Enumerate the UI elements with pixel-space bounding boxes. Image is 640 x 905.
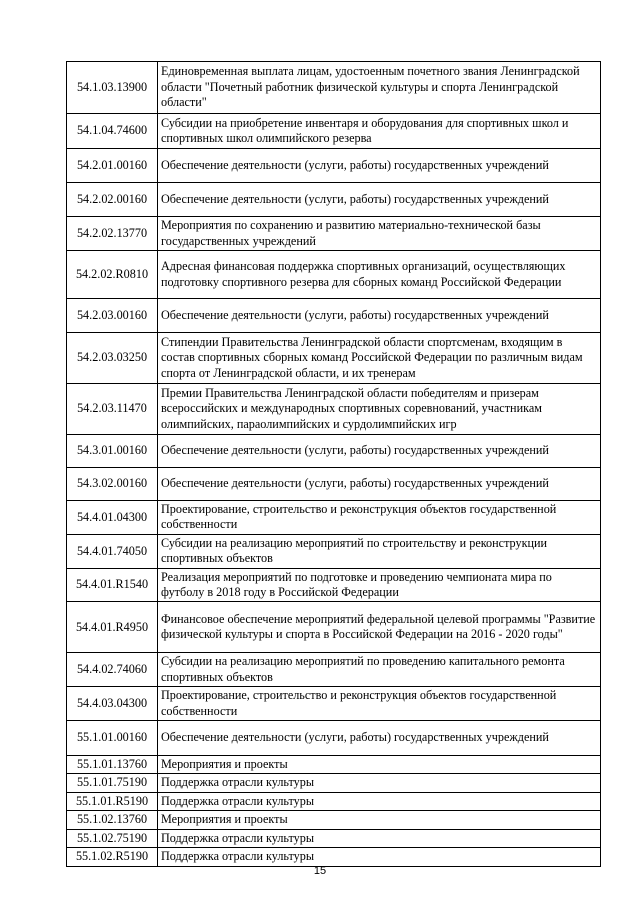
row-description: Субсидии на реализацию мероприятий по строительству и реконструкции спортивных объектов: [158, 534, 601, 568]
row-code: 54.4.02.74060: [67, 653, 158, 687]
row-code: 54.2.03.00160: [67, 299, 158, 333]
row-code: 55.1.01.00160: [67, 721, 158, 756]
row-description: Поддержка отрасли культуры: [158, 792, 601, 810]
row-code: 54.2.02.00160: [67, 183, 158, 217]
row-description: Обеспечение деятельности (услуги, работы) государственных учреждений: [158, 183, 601, 217]
row-code: 54.2.03.03250: [67, 333, 158, 384]
table-row: [67, 721, 601, 756]
table-row: [67, 435, 601, 468]
row-description: Премии Правительства Ленинградской области победителям и призерам всероссийских и международных спортивных соревнований, участникам олимпийских, параолимпийских и сурдолимпийских игр: [158, 384, 601, 435]
table-row: [67, 602, 601, 653]
row-code: 54.2.03.11470: [67, 384, 158, 435]
row-description: Проектирование, строительство и реконструкция объектов государственной собственности: [158, 501, 601, 535]
row-description: Обеспечение деятельности (услуги, работы) государственных учреждений: [158, 435, 601, 468]
row-code: 55.1.02.R5190: [67, 848, 158, 866]
row-description: Субсидии на реализацию мероприятий по проведению капитального ремонта спортивных объектов: [158, 653, 601, 687]
table-row: [67, 687, 601, 721]
row-description: Обеспечение деятельности (услуги, работы) государственных учреждений: [158, 468, 601, 501]
table-row: [67, 62, 601, 114]
row-description: Поддержка отрасли культуры: [158, 848, 601, 866]
row-code: 54.4.01.74050: [67, 534, 158, 568]
row-code: 54.3.02.00160: [67, 468, 158, 501]
row-description: Финансовое обеспечение мероприятий федеральной целевой программы "Развитие физической культуры и спорта в Российской Федерации на 2016 - 2020 годы": [158, 602, 601, 653]
row-description: Адресная финансовая поддержка спортивных организаций, осуществляющих подготовку спортивного резерва для сборных команд Российской Федерации: [158, 251, 601, 299]
row-description: Мероприятия и проекты: [158, 756, 601, 774]
row-code: 54.4.01.04300: [67, 501, 158, 535]
table-row: [67, 653, 601, 687]
row-description: Мероприятия и проекты: [158, 811, 601, 829]
page-number: 15: [313, 865, 327, 877]
row-description: Проектирование, строительство и реконструкция объектов государственной собственности: [158, 687, 601, 721]
row-description: Поддержка отрасли культуры: [158, 774, 601, 792]
table-row: [67, 534, 601, 568]
table-row: [67, 183, 601, 217]
row-code: 55.1.01.R5190: [67, 792, 158, 810]
table-row: [67, 149, 601, 183]
table-row: [67, 114, 601, 149]
table-row: [67, 501, 601, 535]
row-code: 54.2.02.13770: [67, 217, 158, 251]
table-row: [67, 251, 601, 299]
row-code: 55.1.01.75190: [67, 774, 158, 792]
row-description: Обеспечение деятельности (услуги, работы) государственных учреждений: [158, 299, 601, 333]
table-row: [67, 568, 601, 602]
table-row: [67, 774, 601, 792]
budget-classification-table: [66, 61, 601, 867]
row-description: Реализация мероприятий по подготовке и проведению чемпионата мира по футболу в 2018 году в Российской Федерации: [158, 568, 601, 602]
row-code: 54.4.01.R1540: [67, 568, 158, 602]
row-description: Поддержка отрасли культуры: [158, 829, 601, 847]
table-row: [67, 333, 601, 384]
row-code: 54.1.03.13900: [67, 62, 158, 114]
table-row: [67, 792, 601, 810]
table-row: [67, 217, 601, 251]
table-row: [67, 468, 601, 501]
row-description: Стипендии Правительства Ленинградской области спортсменам, входящим в состав спортивных сборных команд Российской Федерации по различным видам спорта от Ленинградской области, и их тренерам: [158, 333, 601, 384]
table-row: [67, 756, 601, 774]
row-description: Обеспечение деятельности (услуги, работы) государственных учреждений: [158, 721, 601, 756]
row-description: Мероприятия по сохранению и развитию материально-технической базы государственных учреждений: [158, 217, 601, 251]
table-row: [67, 384, 601, 435]
row-code: 54.4.01.R4950: [67, 602, 158, 653]
row-code: 54.1.04.74600: [67, 114, 158, 149]
row-code: 54.2.02.R0810: [67, 251, 158, 299]
row-code: 54.2.01.00160: [67, 149, 158, 183]
row-code: 55.1.02.75190: [67, 829, 158, 847]
row-code: 55.1.02.13760: [67, 811, 158, 829]
row-code: 54.4.03.04300: [67, 687, 158, 721]
row-description: Единовременная выплата лицам, удостоенным почетного звания Ленинградской области "Почетный работник физической культуры и спорта Ленинградской области": [158, 62, 601, 114]
row-description: Субсидии на приобретение инвентаря и оборудования для спортивных школ и спортивных школ олимпийского резерва: [158, 114, 601, 149]
table-row: [67, 848, 601, 866]
row-code: 55.1.01.13760: [67, 756, 158, 774]
table-row: [67, 299, 601, 333]
row-code: 54.3.01.00160: [67, 435, 158, 468]
row-description: Обеспечение деятельности (услуги, работы) государственных учреждений: [158, 149, 601, 183]
table-row: [67, 829, 601, 847]
table-row: [67, 811, 601, 829]
